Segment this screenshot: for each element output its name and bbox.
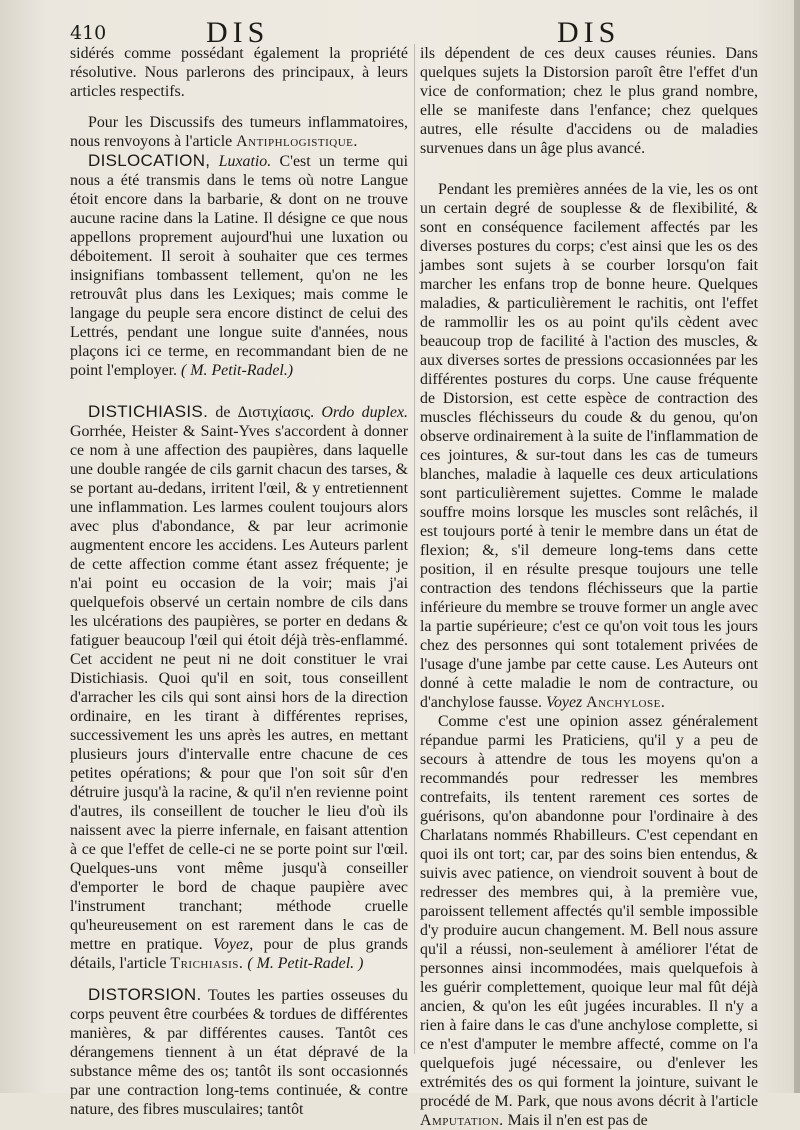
entry-body: C'est un terme qui nous a été transmis dans le tems où notre Langue étoit encore dans la barbarie, & dont on ne trouve aucune racine dans la Latine. Il désigne ce que nous appellons proprement aujourd'hui une luxation ou déboitement. Il seroit à souhaiter que ces termes insignifians tombassent tellement, qu'on ne les retrouvât plus dans les Lexiques; mais comme le langage du peuple sera encore distinct de celui des Lettrés, pendant une longue suite d'années, nous plaçons ici ce terme, en recommandant bien de ne point l'employer. (70, 153, 409, 379)
paragraph-discussifs (70, 113, 408, 151)
entry-tail: pour de plus grands détails, l'article (70, 936, 408, 972)
page-edge-shadow (794, 0, 800, 1093)
entry-distorsion (70, 985, 408, 1119)
page-number: 410 (70, 22, 107, 44)
entry-body: Gorrhée, Heister & Saint-Yves s'accordent à donner ce nom à une affection des paupières, dans laquelle une double rangée de cils garnit chacun des tarses, & se portant au-dedans, irritent l'œil, & y entretiennent une inflammation. Les larmes coulent toujours alors avec plus d'abondance, & par leur acrimonie augmentent encore les accidens. Les Auteurs parlent de cette affection comme étant assez fréquente; je n'ai point eu occasion de la voir; mais j'ai quelquefois observé un certain nombre de cils dans les ulcérations des paupières, se porter en dedans & fatiguer beaucoup l'œil qui étoit déjà très-enflammé. Cet accident ne peut ni ne doit constituer le vrai Distichiasis. Quoi qu'il en soit, tous conseillent d'arracher les cils qui sont ainsi hors de la direction ordinaire, en les tirant à différentes reprises, successivement les uns après les autres, en mettant plusieurs jours d'intervalle entre chacune de ces petites opérations; & pour que l'on soit sûr d'en détruire jusqu'à la racine, & qu'il n'en revienne point d'autres, ils conseillent de toucher le lieu d'où ils naissent avec la pierre infernale, en faisant attention à ce que l'effet de celle-ci ne se porte point sur l'œil. Quelques-uns vont même jusqu'à conseiller d'emporter le bord de chaque paupière avec l'instrument tranchant; méthode cruelle qu'heureusement on est rarement dans le cas de mettre en pratique. (70, 423, 408, 953)
paragraph-continuation: ils dépendent de ces deux causes réunies. Dans quelques sujets la Distorsion paroît être l'effet d'un vice de conformation; chez le plus grand nombre, elle se manifeste dans l'enfance; chez quelques autres, elle résulte d'accidens ou de maladies survenues dans un âge plus avancé. (420, 45, 758, 157)
paragraph-enfance (420, 180, 758, 712)
entry-latin-term: Ordo duplex. (321, 404, 408, 421)
entry-distichiasis (70, 402, 408, 973)
running-head-left: DIS (206, 16, 270, 49)
paragraph-text: Pendant les premières années de la vie, les os ont un certain degré de souplesse & de flexibilité, & sont en conséquence facilement affectés par les diverses postures du corps; c'est ainsi que les os des jambes sont sujets à se courber lorsqu'on fait marcher les enfans trop de bonne heure. Quelques maladies, & particulièrement le rachitis, ont l'effet de rammollir les os au point qu'ils cèdent avec beaucoup trop de facilité à l'action des muscles, & aux diverses sortes de pressions occasionnées par les différentes postures du corps. Une cause fréquente de Distorsion, est cette espèce de contraction des muscles fléchisseurs du coude & du genou, qu'on observe ordinairement à la suite de l'inflammation de ces jointures, & sur-tout dans les cas de tumeurs blanches, maladie à laquelle ces deux articulations sont particulièrement sujettes. Comme le malade souffre moins lorsque les muscles sont relâchés, il est toujours porté à tenir le membre dans un état de flexion; &, s'il demeure long-tems dans cette position, il en résulte presque toujours une telle contraction des tendons fléchisseurs que la partie inférieure du membre se trouve former un angle avec la partie supérieure; c'est ce qu'on voit tous les jours chez des personnes qui sont totalement privées de l'usage d'une jambe par cette cause. Les Auteurs ont donné à cette maladie le nom de contracture, ou d'anchylose fausse. (420, 181, 758, 711)
entry-body: Toutes les parties osseuses du corps peuvent être courbées & tordues de différentes manières, & par différentes causes. Tantôt ces dérangemens tiennent à un état dépravé de la substance même des os; tantôt ils sont occasionnés par une contraction long-tems continuée, & contre nature, des fibres musculaires; tantôt (70, 987, 408, 1118)
voyez-label: Voyez, (213, 936, 254, 953)
entry-headword: DISTORSION. (88, 985, 202, 1004)
paragraph-text: Pour les Discussifs des tumeurs inflammatoires, nous renvoyons à l'article (70, 114, 408, 150)
entry-headword: DISTICHIASIS. (88, 402, 209, 421)
cross-reference: Antiphlogistique. (236, 133, 358, 150)
paragraph-continuation: sidérés comme possédant également la propriété résolutive. Nous parlerons des principaux, à leurs articles respectifs. (70, 45, 408, 100)
cross-reference: Trichiasis. (170, 955, 244, 972)
left-column (70, 44, 408, 1119)
paragraph-text: Comme c'est une opinion assez généralement répandue parmi les Praticiens, qu'il y a peu de secours à attendre de tous les moyens qu'on a recommandés pour redresser les membres contrefaits, ils tentent rarement ces sortes de guérisons, qu'on abandonne pour l'ordinaire à des Charlatans nommés Rhabilleurs. C'est cependant en quoi ils ont tort; car, par des soins bien entendus, & suivis avec patience, on viendroit souvent à bout de redresser des membres qui, à la première vue, paroissent tellement affectés qu'il semble impossible d'y produire aucun changement. M. Bell nous assure qu'il a réussi, non-seulement à améliorer l'état de personnes ainsi incommodées, mais quelquefois à les guérir complettement, quoique leur mal fût déjà ancien, & qu'on les eût jugées incurables. Il n'y a rien à faire dans le cas d'une anchylose complette, si ce n'est d'amputer le membre affecté, comme on l'a quelquefois jugé nécessaire, ou d'enlever les extrémités des os qui forment la jointure, suivant le procédé de M. Park, que nous avons décrit à l'article (420, 713, 758, 1110)
entry-headword: DISLOCATION, (88, 151, 211, 170)
right-column (420, 44, 758, 1130)
running-head-right: DIS (557, 16, 621, 49)
voyez-label: Voyez (546, 694, 583, 711)
cross-reference: Amputation. (420, 1112, 504, 1129)
entry-latin-term: Luxatio. (218, 153, 272, 170)
entry-greek-term: de Διστιχίασις. (215, 404, 315, 421)
paragraph-tail: Mais il n'en est pas de (507, 1112, 648, 1129)
entry-author: ( M. Petit-Radel. ) (247, 955, 364, 972)
paragraph-praticiens (420, 712, 758, 1130)
column-divider (414, 44, 415, 1054)
entry-author: ( M. Petit-Radel.) (181, 362, 294, 379)
cross-reference: Anchylose. (586, 694, 666, 711)
entry-dislocation (70, 151, 408, 380)
